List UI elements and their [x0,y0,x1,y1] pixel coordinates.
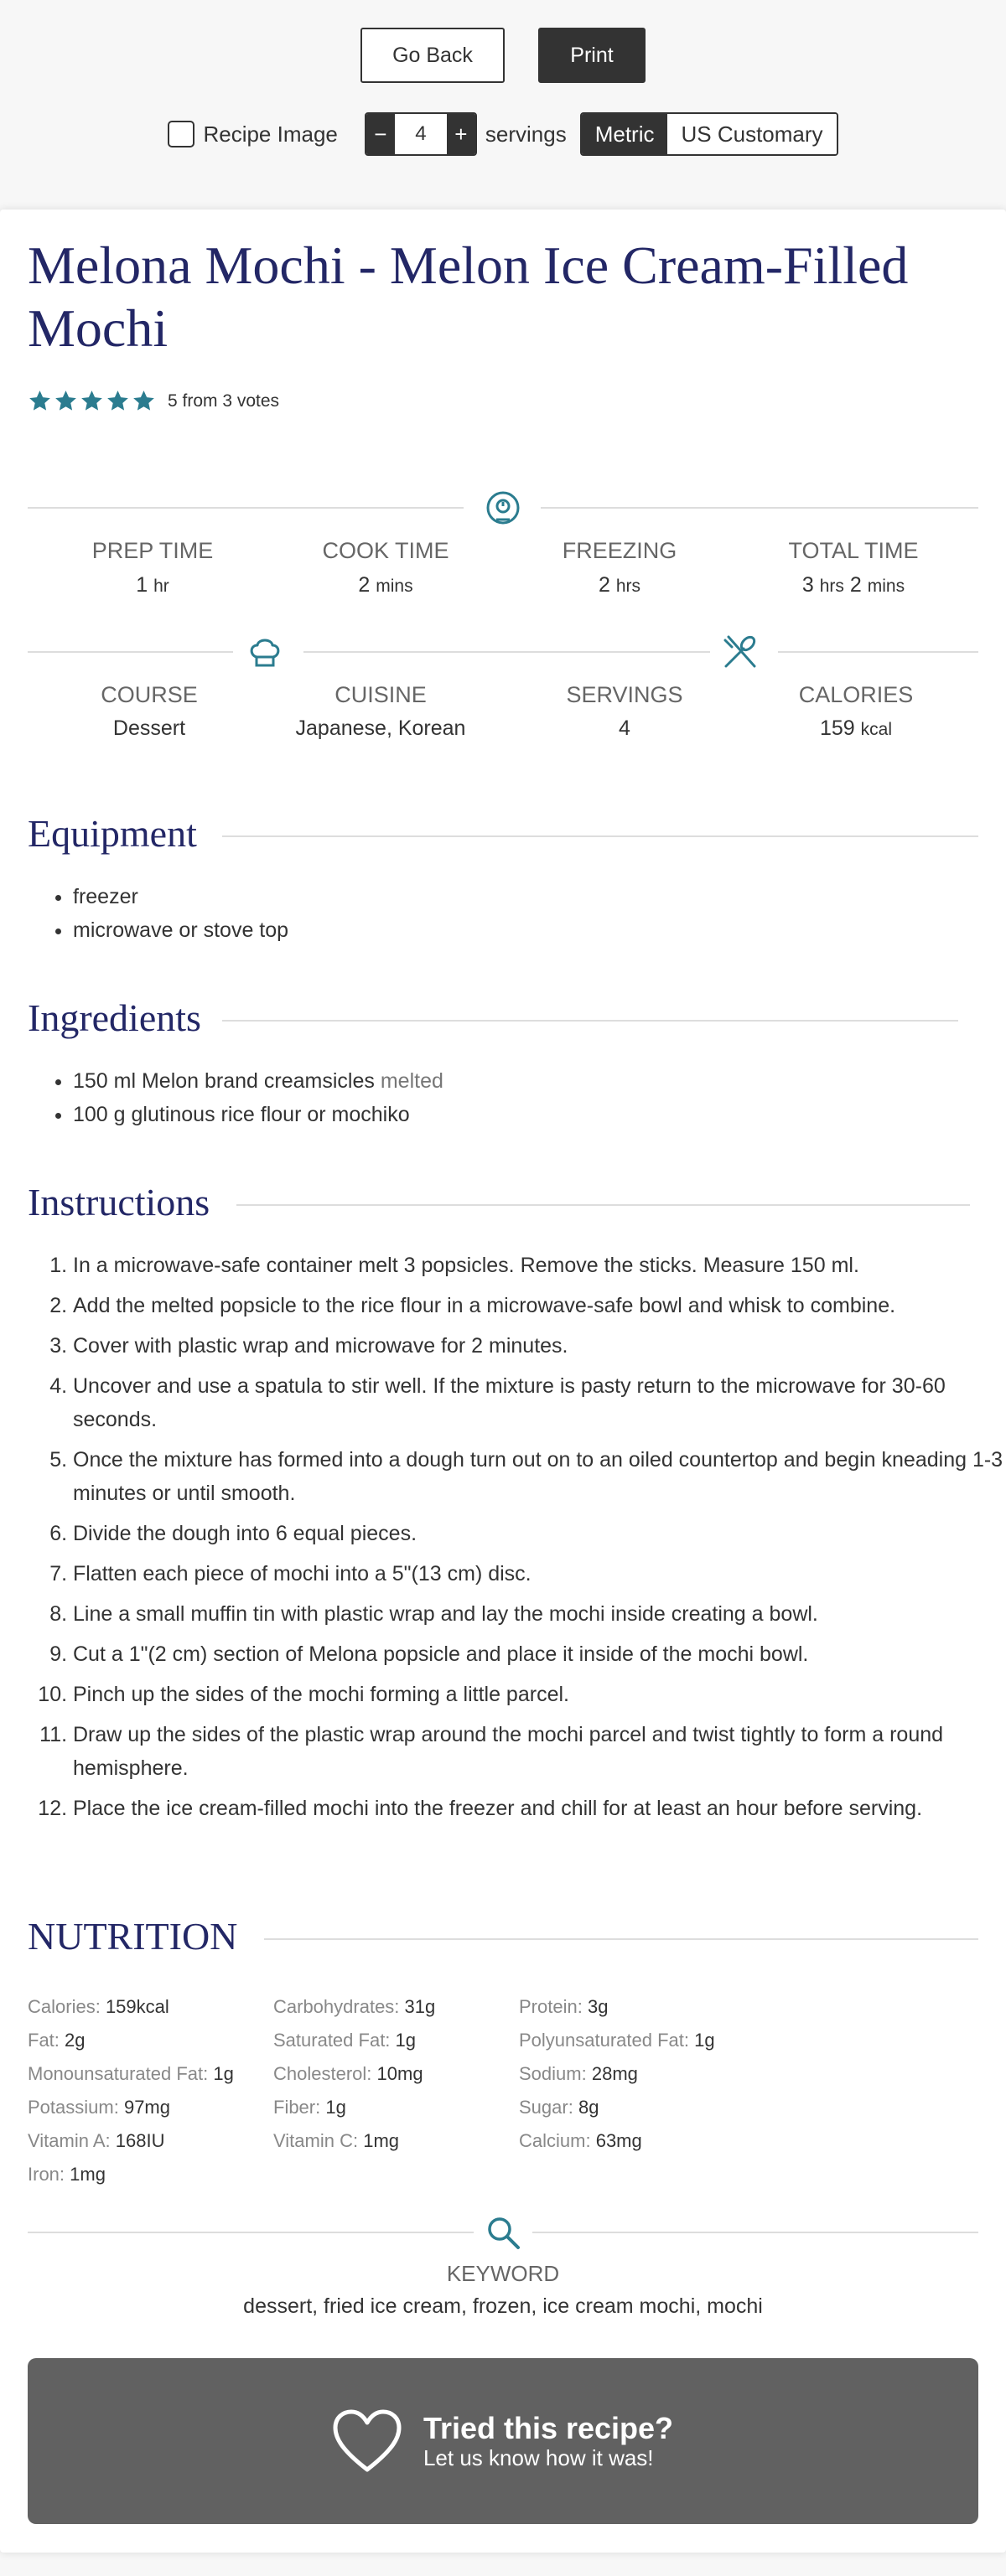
times-divider-left [28,507,464,509]
tried-recipe-subtitle: Let us know how it was! [423,2445,654,2471]
equipment-divider [222,835,978,837]
nutrition-item: Saturated Fat: 1g [273,2030,417,2051]
rating-text: 5 from 3 votes [168,391,280,411]
cook-time-label: COOK TIME [322,538,449,563]
nutrition-item: Sodium: 28mg [519,2063,638,2084]
unit-system-toggle [580,112,838,156]
decrease-servings-button[interactable]: − [366,114,395,154]
increase-servings-button[interactable]: + [447,114,475,154]
cuisine-label: CUISINE [334,682,427,707]
instruction-step: 6. Divide the dough into 6 equal pieces. [73,1517,1006,1550]
instruction-step: 5. Once the mixture has formed into a dough turn out on to an oiled countertop and begin kneading 1-3 minutes or until smooth. [73,1443,1006,1510]
nutrition-item: Protein: 3g [519,1996,609,2017]
instructions-list [28,1249,1006,1832]
instruction-step: 10. Pinch up the sides of the mochi forming a little parcel. [73,1678,1006,1711]
chef-hat-icon [245,632,285,672]
total-time-label: TOTAL TIME [788,538,919,563]
details-divider-middle [303,651,710,653]
keyword-value: dessert, fried ice cream, frozen, ice cream mochi, mochi [243,2294,763,2318]
course-label: COURSE [101,682,198,707]
servings-input[interactable]: 4 [395,114,447,154]
instruction-step: 1. In a microwave-safe container melt 3 popsicles. Remove the sticks. Measure 150 ml. [73,1249,1006,1282]
nutrition-item: Iron: 1mg [28,2164,106,2185]
recipe-image-checkbox[interactable] [168,121,194,147]
heart-icon [333,2409,402,2473]
recipe-card [0,209,1006,2553]
star-icon [106,389,130,413]
servings-meta-label: SERVINGS [566,682,683,707]
nutrition-item: Sugar: 8g [519,2097,599,2118]
freezing-time-value: 2 hrs [598,573,641,597]
nutrition-item: Monounsaturated Fat: 1g [28,2063,234,2084]
recipe-image-toggle[interactable] [168,121,337,147]
keyword-divider-right [532,2232,978,2233]
nutrition-heading: NUTRITION [28,1915,238,1958]
star-icon [80,389,104,413]
servings-stepper [365,112,477,156]
instruction-step: 9. Cut a 1"(2 cm) section of Melona popsicle and place it inside of the mochi bowl. [73,1637,1006,1671]
star-icon [132,389,156,413]
ingredients-divider [222,1020,958,1022]
stopwatch-icon [483,488,523,528]
nutrition-item: Carbohydrates: 31g [273,1996,436,2017]
instruction-step: 3. Cover with plastic wrap and microwave for 2 minutes. [73,1329,1006,1363]
servings-meta-value: 4 [619,716,630,740]
servings-label: servings [485,121,567,147]
nutrition-item: Calories: 159kcal [28,1996,169,2017]
calories-label: CALORIES [798,682,914,707]
total-time-value: 3 hrs 2 mins [801,573,905,597]
equipment-item: • freezer [73,880,288,913]
recipe-toolbar [0,0,1006,209]
cuisine-value: Japanese, Korean [295,716,466,740]
prep-time-value: 1 hr [136,573,169,597]
fork-spoon-icon [720,632,760,672]
instruction-step: 12. Place the ice cream-filled mochi into the freezer and chill for at least an hour before serving. [73,1792,1006,1825]
nutrition-divider [264,1938,978,1940]
nutrition-item: Potassium: 97mg [28,2097,170,2118]
recipe-title: Melona Mochi - Melon Ice Cream-Filled Mochi [28,235,909,358]
tried-recipe-banner[interactable] [28,2358,978,2524]
unit-us-customary-button[interactable]: US Customary [667,114,836,154]
equipment-heading: Equipment [28,812,197,855]
tried-recipe-title: Tried this recipe? [423,2410,674,2445]
equipment-item: • microwave or stove top [73,913,288,947]
tried-recipe-text [423,2411,673,2472]
instruction-step: 7. Flatten each piece of mochi into a 5"(13 cm) disc. [73,1557,1006,1591]
calories-value: 159 kcal [819,716,893,740]
unit-metric-button[interactable]: Metric [582,114,668,154]
equipment-list [28,880,288,947]
go-back-button[interactable]: Go Back [360,28,505,83]
search-icon [483,2212,523,2253]
nutrition-item: Cholesterol: 10mg [273,2063,423,2084]
details-divider-right [778,651,978,653]
ingredient-notes: melted [380,1069,443,1093]
recipe-image-label: Recipe Image [203,121,338,147]
prep-time-label: PREP TIME [91,538,214,563]
instruction-step: 4. Uncover and use a spatula to stir well. If the mixture is pasty return to the microwave for 30-60 seconds. [73,1369,1006,1436]
ingredient-item: • 100 g glutinous rice flour or mochiko [73,1098,443,1131]
nutrition-item: Fat: 2g [28,2030,86,2051]
instruction-step: 11. Draw up the sides of the plastic wrap around the mochi parcel and twist tightly to form a round hemisphere. [73,1718,1006,1785]
nutrition-item: Fiber: 1g [273,2097,346,2118]
instructions-heading: Instructions [28,1181,210,1223]
recipe-rating [28,389,279,413]
ingredients-heading: Ingredients [28,996,201,1039]
instruction-step: 2. Add the melted popsicle to the rice flour in a microwave-safe bowl and whisk to combine. [73,1289,1006,1322]
times-divider-right [541,507,978,509]
star-icon [28,389,52,413]
course-value: Dessert [112,716,186,740]
instruction-step: 8. Line a small muffin tin with plastic wrap and lay the mochi inside creating a bowl. [73,1597,1006,1631]
action-buttons [0,28,1006,83]
ingredient-item: • 150 ml Melon brand creamsicles melted [73,1064,443,1098]
keyword-divider-left [28,2232,474,2233]
freezing-time-label: FREEZING [562,538,677,563]
star-icon [54,389,78,413]
ingredients-list [28,1064,443,1131]
nutrition-item: Polyunsaturated Fat: 1g [519,2030,715,2051]
keyword-label: KEYWORD [446,2261,560,2286]
details-divider-left [28,651,233,653]
print-options [0,112,1006,156]
cook-time-value: 2 mins [358,573,413,597]
print-button[interactable]: Print [538,28,646,83]
nutrition-item: Vitamin A: 168IU [28,2130,165,2151]
nutrition-grid [28,1990,958,2191]
nutrition-item: Vitamin C: 1mg [273,2130,399,2151]
nutrition-item: Calcium: 63mg [519,2130,642,2151]
instructions-divider [236,1204,970,1206]
